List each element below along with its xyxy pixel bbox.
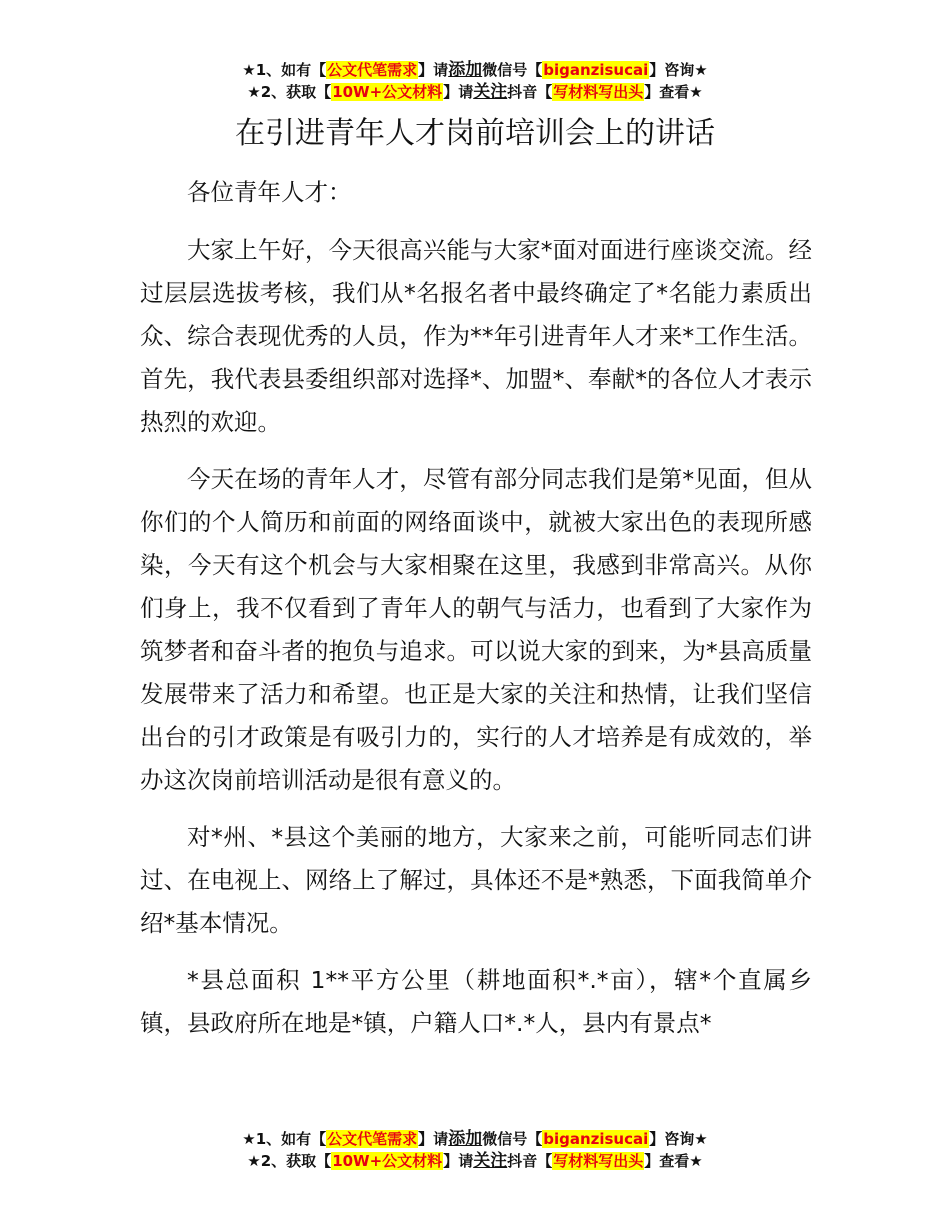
header-ad-line-1-highlight-wechat: biganzisucai [543,61,649,79]
footer-ad-line-2-emphasis: 关注 [473,1151,508,1171]
footer-ad-line-2-highlight-douyin: 写材料写出头 [553,1152,644,1170]
footer-ad-line-1-prefix: ★1、如有【 [242,1130,327,1148]
header-ad-line-2-prefix: ★2、获取【 [247,83,332,101]
header-ad-line-1-text: 】请 [418,61,449,79]
document-title: 在引进青年人才岗前培训会上的讲话 [235,116,715,151]
footer-ad-line-1-suffix: 】咨询★ [649,1130,708,1148]
paragraph-2: 今天在场的青年人才，尽管有部分同志我们是第*见面，但从你们的个人简历和前面的网络面谈中，就被大家出色的表现所感染，今天有这个机会与大家相聚在这里，我感到非常高兴。从你们身上，我不仅看到了青年人的朝气与活力，也看到了大家作为筑梦者和奋斗者的抱负与追求。可以说大家的到来，为*县高质量发展带来了活力和希望。也正是大家的关注和热情，让我们坚信出台的引才政策是有吸引力的，实行的人才培养是有成效的，举办这次岗前培训活动是很有意义的。 [140,465,812,794]
header-ad-line-2-emphasis: 关注 [473,82,508,102]
header-ad-line-2 [0,81,950,103]
footer-ad-line-2-suffix: 】查看★ [644,1152,703,1170]
footer-ad-line-1 [0,1128,950,1150]
footer-ad-line-1-text-2: 微信号【 [482,1130,543,1148]
document-body [140,171,812,1059]
header-ad-line-1-emphasis: 添加 [448,60,483,80]
footer-ad-line-2-text-2: 抖音【 [507,1152,553,1170]
paragraph-3: 对*州、*县这个美丽的地方，大家来之前，可能听同志们讲过、在电视上、网络上了解过，具体还不是*熟悉，下面我简单介绍*基本情况。 [140,823,812,937]
paragraph-4: *县总面积 1**平方公里（耕地面积*.*亩），辖*个直属乡镇，县政府所在地是*镇，户籍人口*.*人，县内有景点* [140,966,812,1037]
footer-ad-line-1-text: 】请 [418,1130,449,1148]
footer-ad-line-1-emphasis: 添加 [448,1129,483,1149]
footer-ad-line-2-highlight-materials: 10W+公文材料 [332,1152,443,1170]
footer-ad-line-1-highlight-service: 公文代笔需求 [327,1130,418,1148]
footer-ad-line-2 [0,1150,950,1172]
header-ad-line-2-text: 】请 [443,83,474,101]
footer-ad-line-2-text: 】请 [443,1152,474,1170]
header-ad-line-2-suffix: 】查看★ [644,83,703,101]
header-ad-line-1 [0,59,950,81]
footer-ad-line-1-highlight-wechat: biganzisucai [543,1130,649,1148]
header-ad-line-2-highlight-douyin: 写材料写出头 [553,83,644,101]
footer-ad-banner [0,1128,950,1172]
header-ad-line-2-highlight-materials: 10W+公文材料 [332,83,443,101]
header-ad-banner [0,59,950,103]
footer-ad-line-2-prefix: ★2、获取【 [247,1152,332,1170]
header-ad-line-1-text-2: 微信号【 [482,61,543,79]
header-ad-line-2-text-2: 抖音【 [507,83,553,101]
header-ad-line-1-prefix: ★1、如有【 [242,61,327,79]
header-ad-line-1-highlight-service: 公文代笔需求 [327,61,418,79]
salutation: 各位青年人才： [187,178,352,206]
header-ad-line-1-suffix: 】咨询★ [649,61,708,79]
paragraph-1: 大家上午好，今天很高兴能与大家*面对面进行座谈交流。经过层层选拔考核，我们从*名报名者中最终确定了*名能力素质出众、综合表现优秀的人员，作为**年引进青年人才来*工作生活。首先，我代表县委组织部对选择*、加盟*、奉献*的各位人才表示热烈的欢迎。 [140,236,812,436]
